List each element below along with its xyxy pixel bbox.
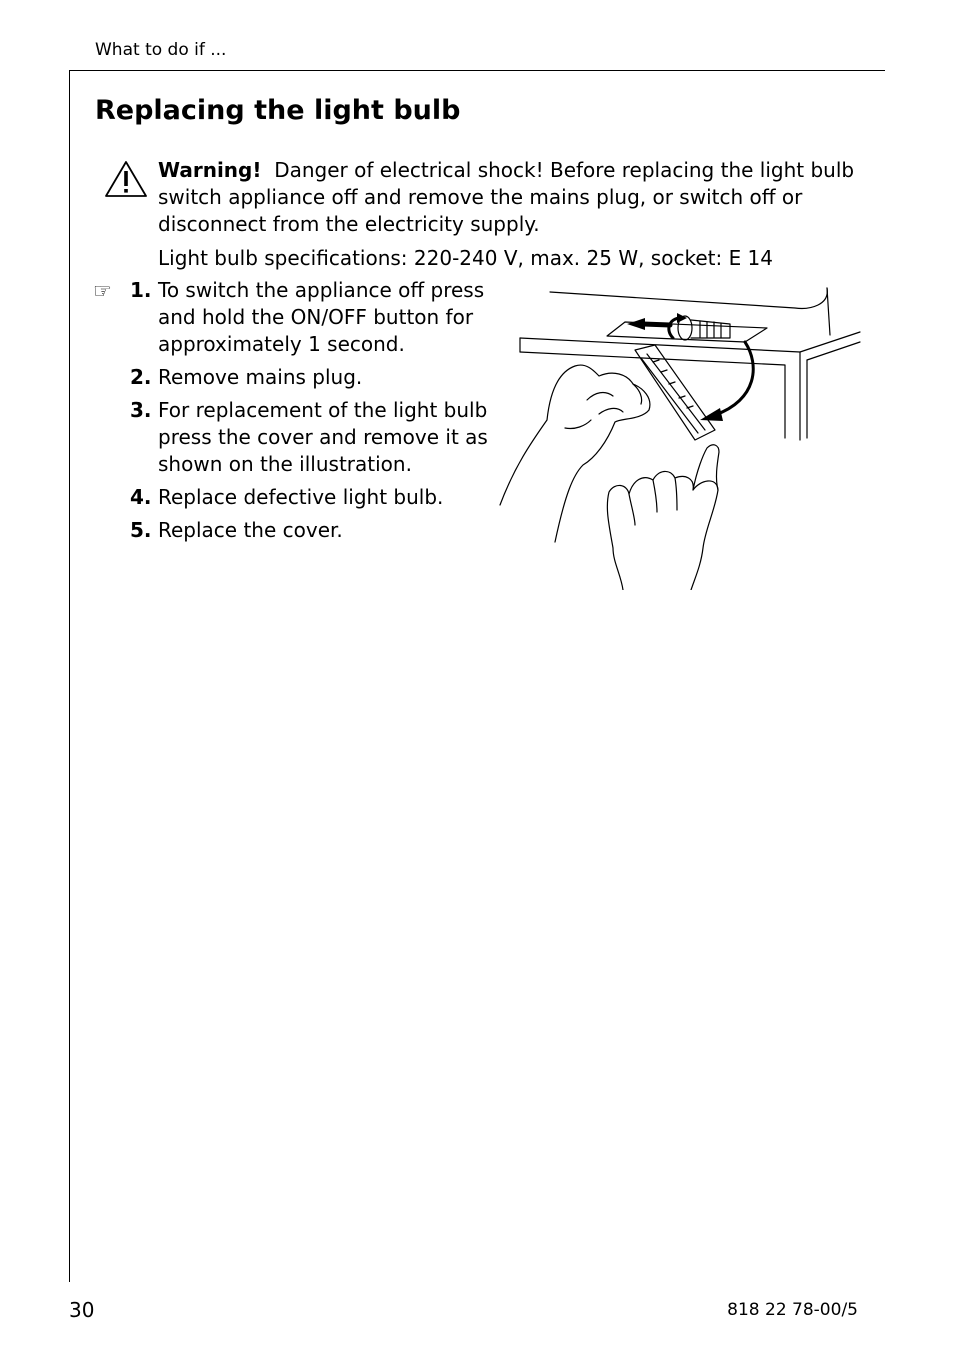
step-text: To switch the appliance off press and hold the ON/OFF button for approximately 1 second.	[158, 278, 485, 356]
pointing-hand-icon: ☞	[93, 279, 112, 303]
step-number: 5.	[130, 518, 152, 542]
step-text: Replace defective light bulb.	[158, 485, 444, 509]
list-item	[130, 364, 490, 391]
warning-label: Warning!	[158, 158, 262, 182]
list-item	[130, 484, 490, 511]
top-rule	[69, 70, 885, 71]
step-number: 2.	[130, 365, 152, 389]
step-number: 1.	[130, 278, 152, 302]
page-title: Replacing the light bulb	[95, 95, 461, 126]
step-text: For replacement of the light bulb press the cover and remove it as shown on the illustration.	[158, 398, 488, 476]
step-text: Remove mains plug.	[158, 365, 363, 389]
step-number: 3.	[130, 398, 152, 422]
step-list	[130, 277, 490, 550]
list-item	[130, 277, 490, 358]
left-rule	[69, 70, 70, 1282]
list-item	[130, 517, 490, 544]
step-text: Replace the cover.	[158, 518, 343, 542]
bulb-specifications: Light bulb specifications: 220-240 V, max. 25 W, socket: E 14	[158, 246, 774, 270]
running-header: What to do if ...	[95, 40, 227, 60]
warning-triangle-icon	[104, 160, 148, 198]
document-code: 818 22 78-00/5	[727, 1300, 858, 1320]
step-number: 4.	[130, 485, 152, 509]
page-number: 30	[69, 1298, 95, 1322]
light-bulb-illustration	[495, 280, 865, 590]
warning-body: Danger of electrical shock! Before replacing the light bulb switch appliance off and remove the mains plug, or switch off or disconnect from the electricity supply.	[158, 158, 855, 236]
list-item	[130, 397, 490, 478]
warning-text	[158, 157, 858, 238]
